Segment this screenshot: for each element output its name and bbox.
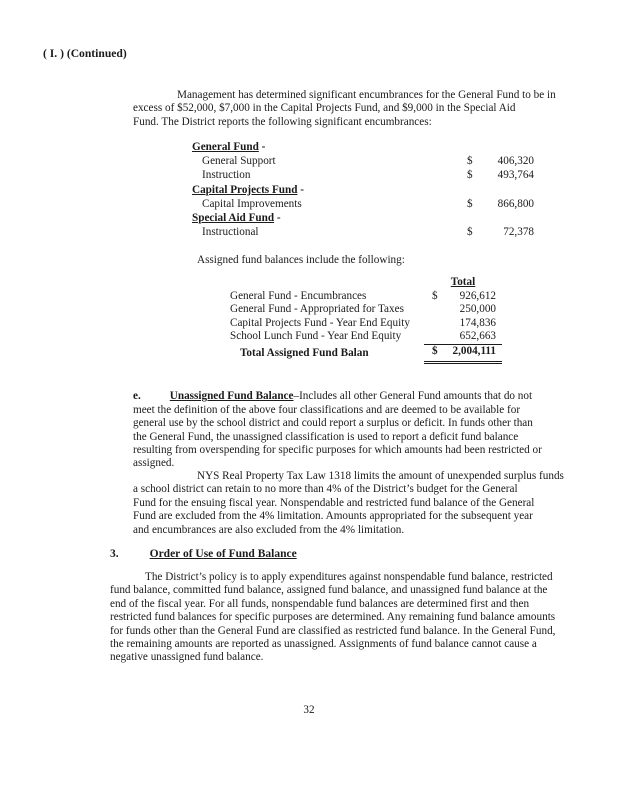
table-row: [192, 168, 538, 182]
currency-symbol: $: [467, 155, 473, 168]
line-item-label: Capital Improvements: [202, 197, 302, 210]
continuation-header: ( I. ) (Continued): [43, 47, 127, 60]
item-letter: e.: [133, 390, 141, 403]
table-row: [192, 225, 538, 239]
line-item-amount: 493,764: [497, 169, 534, 182]
order-section-heading: Order of Use of Fund Balance: [149, 548, 297, 560]
order-section-number: 3.: [110, 548, 119, 560]
currency-symbol: $: [432, 344, 438, 357]
assigned-fund-balances-table: [230, 276, 502, 365]
table-row: [230, 330, 502, 344]
assigned-intro-line: Assigned fund balances include the following:: [197, 254, 405, 266]
intro-paragraph: Management has determined significant encumbrances for the General Fund to be in excess of $52,000, $7,000 in the Capital Projects Fund, and $9,000 in the Special Aid Fund. The District reports the following significant encumbrances:: [133, 89, 556, 128]
line-item-label: General Fund - Appropriated for Taxes: [230, 303, 404, 316]
fund-group-suffix: -: [258, 141, 266, 153]
total-amount: 2,004,111: [452, 344, 496, 357]
line-item-amount: 652,663: [459, 330, 496, 343]
total-row-label: Total Assigned Fund Balan: [240, 346, 369, 359]
line-item-label: General Fund - Encumbrances: [230, 289, 367, 302]
currency-symbol: $: [467, 197, 473, 210]
currency-symbol: $: [467, 226, 473, 239]
total-column-header: Total: [450, 276, 476, 288]
line-item-amount: 250,000: [459, 303, 496, 316]
table-row: [230, 317, 502, 331]
line-item-amount: 72,378: [503, 226, 534, 239]
fund-group-suffix: -: [297, 183, 304, 196]
table-row: [230, 303, 502, 317]
currency-symbol: $: [467, 169, 473, 182]
line-item-label: General Support: [202, 155, 276, 168]
table-total-row: [230, 344, 502, 365]
line-item-amount: 406,320: [497, 155, 534, 168]
table-row: [192, 183, 538, 197]
unassigned-text: –Includes all other General Fund amounts that do not meet the definition of the above four classifications and are deemed to be available for general use by the school district and could report a surplus or deficit. In funds other than the General Fund, the unassigned classification is used to report a deficit fund balance resulting from overspending for specific purposes for which amounts had been restricted or assigned.: [133, 390, 542, 470]
fund-group-name: Special Aid Fund: [192, 211, 275, 224]
line-item-label: School Lunch Fund - Year End Equity: [230, 330, 402, 343]
line-item-label: Instruction: [202, 169, 251, 182]
table-row: [192, 140, 538, 154]
line-item-amount: 866,800: [497, 197, 534, 210]
significant-encumbrances-table: [192, 140, 538, 239]
line-item-label: Capital Projects Fund - Year End Equity: [230, 316, 410, 329]
table-header-row: [230, 276, 502, 290]
fund-group-suffix: -: [274, 211, 281, 224]
page-number: 32: [303, 704, 315, 716]
order-paragraph: The District’s policy is to apply expenditures against nonspendable fund balance, restricted fund balance, committed fund balance, assigned fund balance, and unassigned fund balance at the end of the fiscal year. For all funds, nonspendable fund balances are determined first and then restricted fund balances for specific purposes are determined. Any remaining fund balance amounts for funds other than the General Fund are classified as restricted fund balance. In the General Fund, the remaining amounts are reported as unassigned. Assignments of fund balance cannot cause a negative unassigned fund balance.: [110, 571, 556, 664]
table-row: [192, 154, 538, 168]
table-row: [192, 197, 538, 211]
line-item-label: Instructional: [202, 226, 259, 239]
tax-law-paragraph: NYS Real Property Tax Law 1318 limits the amount of unexpended surplus funds a school district can retain to no more than 4% of the District’s budget for the General Fund for the ensuing fiscal year. Nonspendable and restricted fund balance of the General Fund are excluded from the 4% limitation. Amounts appropriated for the subsequent year and encumbrances are also excluded from the 4% limitation.: [133, 470, 564, 536]
line-item-amount: 926,612: [459, 289, 496, 302]
unassigned-heading: Unassigned Fund Balance: [169, 390, 294, 403]
table-row: [192, 211, 538, 225]
fund-group-name: Capital Projects Fund: [192, 183, 298, 196]
fund-group-name: General Fund: [192, 141, 259, 153]
currency-symbol: $: [432, 289, 438, 302]
line-item-amount: 174,836: [459, 316, 496, 329]
order-section-heading-row: [110, 548, 297, 560]
table-row: [230, 290, 502, 304]
unassigned-fund-balance-paragraph: [133, 377, 603, 471]
